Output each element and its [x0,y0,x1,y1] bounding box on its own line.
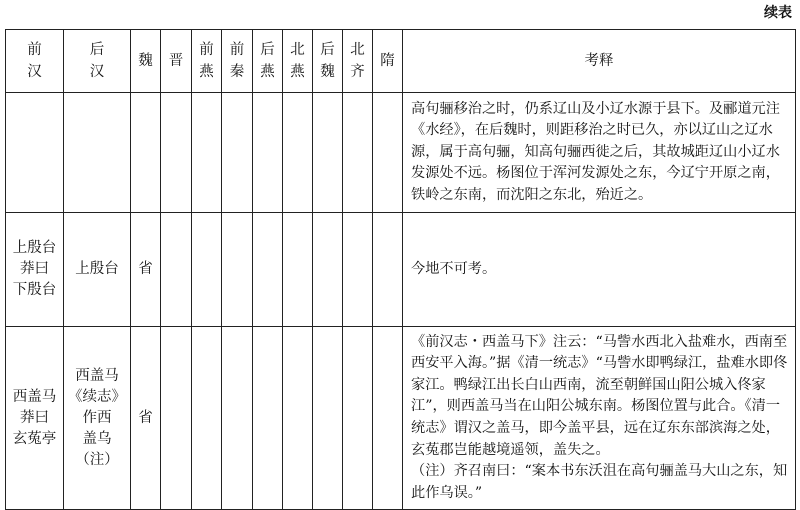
cell-bei-yan [283,213,313,327]
cell-kao-shi [403,213,796,327]
cell-bei-yan [283,327,313,510]
cell-kao-shi [403,93,796,213]
cell-wei: 省 [131,327,161,510]
cell-hou-wei [313,93,343,213]
header-qian-yan: 前 燕 [192,30,222,93]
cell-hou-han: 上殷台 [64,213,131,327]
cell-sui [373,213,403,327]
header-qian-han: 前 汉 [6,30,64,93]
cell-jin [161,327,192,510]
note-paragraph: 高句骊移治之时，仍系辽山及小辽水源于县下。及郦道元注《水经》，在后魏时，则距移治之时已久，亦以辽山之辽水源，属于高句骊，知高句骊西徙之后，其故城距辽山小辽水发源处不远。杨图位于浑河发源处之东，今辽宁开原之南，铁岭之东南，而沈阳之东北，殆近之。 [411,100,780,203]
note-paragraph: 今地不可考。 [411,260,497,277]
cell-qian-yan [192,213,222,327]
table-row [6,93,796,213]
cell-qian-qin [222,213,253,327]
cell-hou-yan [253,213,283,327]
cell-wei: 省 [131,213,161,327]
cell-bei-yan [283,93,313,213]
cell-jin [161,93,192,213]
cell-hou-han: 西盖马 《续志》 作西 盖乌 （注） [64,327,131,510]
cell-hou-han [64,93,131,213]
header-bei-yan: 北 燕 [283,30,313,93]
cell-sui [373,93,403,213]
header-hou-wei: 后 魏 [313,30,343,93]
table-row [6,213,796,327]
header-wei: 魏 [131,30,161,93]
cell-hou-yan [253,327,283,510]
header-hou-yan: 后 燕 [253,30,283,93]
cell-bei-qi [343,327,373,510]
header-bei-qi: 北 齐 [343,30,373,93]
cell-qian-qin [222,327,253,510]
continued-label: 续表 [764,5,792,21]
header-hou-han: 后 汉 [64,30,131,93]
cell-bei-qi [343,213,373,327]
cell-qian-han [6,93,64,213]
cell-hou-wei [313,213,343,327]
cell-qian-qin [222,93,253,213]
header-qian-qin: 前 秦 [222,30,253,93]
gazetteer-table [5,29,796,510]
cell-bei-qi [343,93,373,213]
note-footnote: （注）齐召南曰：“案本书东沃沮在高句骊盖马大山之东，知此作乌误。” [411,463,788,501]
cell-hou-wei [313,327,343,510]
header-row [6,30,796,93]
cell-qian-yan [192,327,222,510]
note-paragraph: 《前汉志・西盖马下》注云：“马訾水西北入盐难水，西南至西安平入海。”据《清一统志》“马訾水即鸭绿江，盐难水即佟家江。鸭绿江出长白山西南，流至朝鲜国山阳公城入佟家江”，则西盖马当在山阳公城东南。杨图位置与此合。《清一统志》谓汉之盖马，即今盖平县，远在辽东东部滨海之处，玄菟郡岂能越境遥领，盖失之。 [411,333,788,458]
cell-sui [373,327,403,510]
header-kao-shi: 考释 [403,30,796,93]
cell-qian-han: 上殷台 莽曰 下殷台 [6,213,64,327]
cell-jin [161,213,192,327]
header-jin: 晋 [161,30,192,93]
cell-wei [131,93,161,213]
cell-kao-shi [403,327,796,510]
cell-hou-yan [253,93,283,213]
cell-qian-han: 西盖马 莽曰 玄菟亭 [6,327,64,510]
table-row [6,327,796,510]
cell-qian-yan [192,93,222,213]
header-sui: 隋 [373,30,403,93]
